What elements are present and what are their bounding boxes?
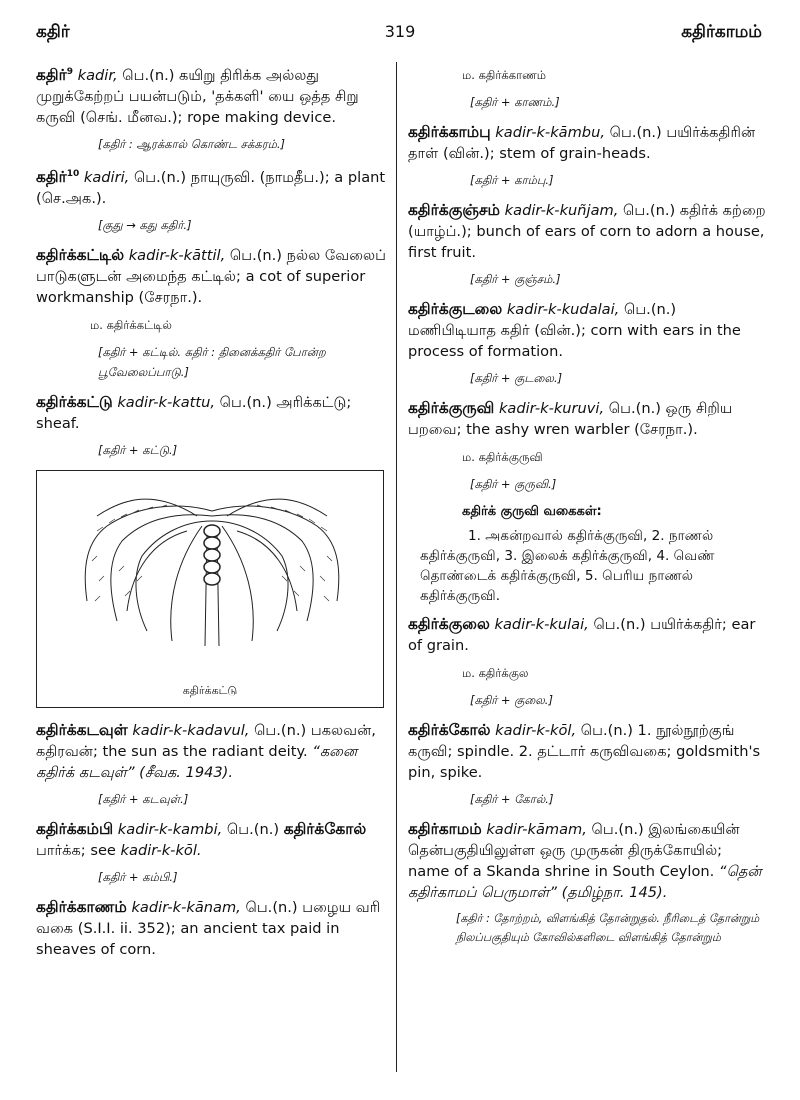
etymology: [கதிர் + கோல்.]: [470, 792, 554, 806]
transliteration: kadir-k-kōl,: [495, 722, 577, 739]
dictionary-entry: [36, 392, 394, 434]
etymology: [குது → கது கதிர்.]: [98, 217, 192, 232]
transliteration: kadir-k-kuruvi,: [498, 400, 605, 417]
cross-reference-transliteration: kadir-k-kōl.: [120, 841, 202, 859]
transliteration: kadir-k-kudalai,: [506, 301, 620, 318]
dictionary-entry: [408, 299, 766, 362]
definition-cont: பார்க்க; see: [36, 841, 116, 859]
definition: பெ.(n.) 1. நூல்நூற்குங் கருவி; spindle. 2. தட்டார் கருவிவகை; goldsmith's pin, spike.: [408, 722, 761, 781]
headword: கதிர்க்குலை: [408, 615, 490, 633]
left-column: [36, 62, 394, 966]
running-head-right: கதிர்காமம்: [681, 22, 762, 42]
figure-caption: கதிர்க்கட்டு: [182, 683, 238, 697]
transliteration: kadir-k-kulai,: [494, 616, 589, 633]
definition: பெ.(n.) பயிர்க்கதிரின் தாள் (வின்.); stem of grain-heads.: [408, 124, 756, 162]
headword: கதிர்: [36, 65, 67, 84]
definition: பெ.(n.) அரிக்கட்டு; sheaf.: [36, 393, 352, 432]
right-column: [408, 62, 766, 947]
cross-reference: கதிர்க்கோல்: [283, 819, 367, 838]
headword: கதிர்க்கம்பி: [36, 819, 114, 838]
etymology: [கதிர் + குலை.]: [470, 693, 553, 707]
dictionary-entry: [408, 720, 766, 783]
transliteration: kadir-kāmam,: [486, 821, 587, 838]
dictionary-entry: [408, 122, 766, 164]
etymology: [கதிர் + குடலை.]: [470, 371, 563, 385]
transliteration: kadiri,: [83, 168, 130, 186]
running-head-left: கதிர்: [36, 22, 70, 42]
quotation: “கனை கதிர்க் கடவுள்” (சீவக. 1943).: [36, 742, 358, 781]
definition: பெ.(n.) கயிறு திரிக்க அல்லது முறுக்கேற்றப் பயன்படும், 'தக்களி' யை ஒத்த சிறு கருவி (செங். மீனவ.); rope making device.: [36, 66, 359, 126]
headword: கதிர்க்குருவி: [408, 399, 495, 417]
transliteration: kadir-k-kadavul,: [132, 721, 250, 739]
headword: கதிர்க்குடலை: [408, 300, 503, 318]
malayalam-cognate: ம. கதிர்க்குல: [462, 666, 529, 680]
dictionary-entry: [36, 819, 394, 861]
etymology: [கதிர் + கட்டில். கதிர் : தினைக்கதிர் போன்ற பூவேலைப்பாடு.]: [98, 344, 326, 379]
headword: கதிர்க்கட்டு: [36, 392, 113, 411]
transliteration: kadir-k-kattu,: [117, 393, 215, 411]
malayalam-cognate: ம. கதிர்க்குருவி: [462, 450, 543, 464]
transliteration: kadir-k-kāttil,: [128, 246, 226, 264]
transliteration: kadir-k-kambi,: [117, 820, 223, 838]
dictionary-entry: [408, 819, 766, 903]
etymology: [கதிர் + குஞ்சம்.]: [470, 272, 561, 286]
definition: பெ.(n.): [226, 820, 280, 838]
species-list: 1. அகன்றவால் கதிர்க்குருவி, 2. நாணல் கதிர்க்குருவி, 3. இலைக் கதிர்க்குருவி, 4. வெண் தொண்டைக் கதிர்க்குருவி, 5. பெரிய நாணல் கதிர்க்குருவி.: [420, 528, 715, 604]
dictionary-entry: [36, 720, 394, 783]
transliteration: kadir-k-kuñjam,: [504, 202, 619, 219]
headword: கதிர்க்கோல்: [408, 721, 491, 739]
etymology: [கதிர் + கடவுள்.]: [98, 791, 189, 806]
sheaf-illustration: [36, 470, 384, 708]
headword: கதிர்க்கடவுள்: [36, 720, 128, 739]
transliteration: kadir-k-kānam,: [131, 898, 241, 916]
etymology: [கதிர் + காணம்.]: [470, 95, 560, 109]
definition: பெ.(n.) நாயுருவி. (நாமதீப.); a plant (செ.அக.).: [36, 168, 386, 207]
column-divider: [396, 62, 397, 1072]
etymology: [கதிர் + காம்பு.]: [470, 173, 554, 187]
dictionary-entry: [36, 62, 394, 128]
transliteration: kadir,: [77, 66, 118, 84]
headword: கதிர்: [36, 167, 67, 186]
headword: கதிர்காமம்: [408, 820, 482, 838]
definition: பெ.(n.) இலங்கையின் தென்பகுதியிலுள்ள ஒரு முருகன் திருக்கோயில்; name of a Skanda shrine in South Ceylon.: [408, 821, 740, 880]
etymology: [கதிர் : தோற்றம், விளங்கித் தோன்றுதல். நீரிடைத் தோன்றும் நிலப்பகுதியும் கோவில்களிடை விளங்கித் தோன்றும்: [456, 912, 760, 944]
etymology: [கதிர் + கம்பி.]: [98, 869, 178, 884]
definition: பெ.(n.) பயிர்க்கதிர்; ear of grain.: [408, 616, 756, 654]
etymology: [கதிர் + குருவி.]: [470, 477, 557, 491]
malayalam-cognate: ம. கதிர்க்காணம்: [462, 68, 546, 82]
dictionary-entry: [408, 200, 766, 263]
dictionary-entry: [36, 897, 394, 960]
page-number: 319: [384, 22, 416, 41]
headword: கதிர்க்குஞ்சம்: [408, 201, 501, 219]
definition: பெ.(n.) மணிபிடியாத கதிர் (வின்.); corn with ears in the process of formation.: [408, 301, 741, 360]
dictionary-entry: [36, 164, 394, 209]
definition: பெ.(n.) பழைய வரி வகை (S.I.I. ii. 352); an ancient tax paid in sheaves of corn.: [36, 898, 381, 958]
homonym-number: 10: [66, 168, 80, 179]
sheaf-drawing: [37, 471, 383, 681]
headword: கதிர்க்காம்பு: [408, 123, 491, 141]
dictionary-entry: [408, 614, 766, 656]
dictionary-entry: [408, 398, 766, 440]
dictionary-entry: [36, 245, 394, 308]
etymology: [கதிர் + கட்டு.]: [98, 442, 178, 457]
definition: பெ.(n.) கதிர்க் கற்றை (யாழ்ப்.); bunch of ears of corn to adorn a house, first fruit.: [408, 202, 766, 261]
definition: பெ.(n.) ஒரு சிறிய பறவை; the ashy wren warbler (சேரநா.).: [408, 400, 733, 438]
quotation: “தென் கதிர்காமப் பெருமாள்” (தமிழ்நா. 145).: [408, 863, 762, 901]
subsection-heading: கதிர்க் குருவி வகைகள்:: [462, 504, 602, 519]
definition: பெ.(n.) பகலவன், கதிரவன்; the sun as the radiant deity.: [36, 721, 376, 760]
headword: கதிர்க்கட்டில்: [36, 245, 125, 264]
malayalam-cognate: ம. கதிர்க்கட்டில்: [90, 317, 172, 332]
headword: கதிர்க்காணம்: [36, 897, 127, 916]
transliteration: kadir-k-kāmbu,: [495, 124, 605, 141]
homonym-number: 9: [66, 67, 73, 77]
definition: பெ.(n.) நல்ல வேலைப் பாடுகளுடன் அமைந்த கட்டில்; a cot of superior workmanship (சேரநா.).: [36, 246, 386, 306]
etymology: [கதிர் : ஆரக்கால் கொண்ட சக்கரம்.]: [98, 136, 286, 151]
